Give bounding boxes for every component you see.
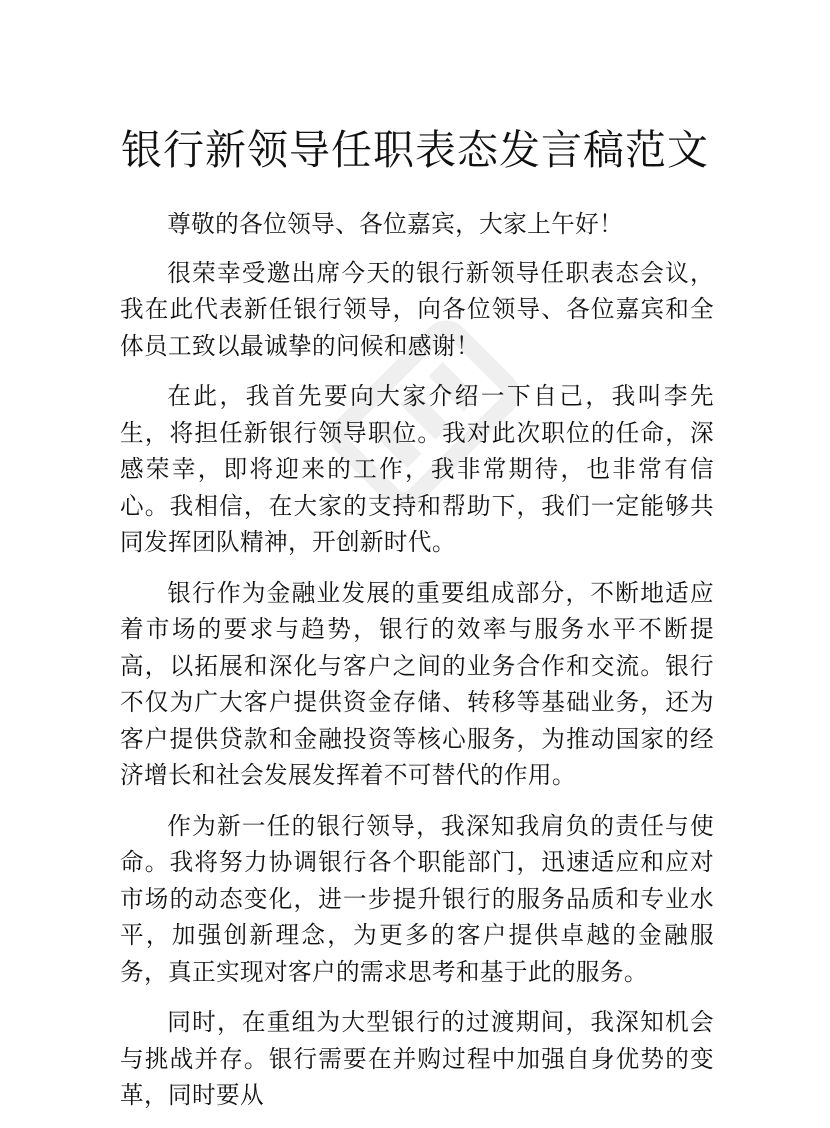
paragraph-thanks: 很荣幸受邀出席今天的银行新领导任职表态会议，我在此代表新任银行领导，向各位领导、各位嘉宾和全体员工致以最诚挚的问候和感谢！ bbox=[120, 258, 714, 360]
paragraph-greeting: 尊敬的各位领导、各位嘉宾，大家上午好！ bbox=[167, 210, 624, 238]
paragraph-responsibility: 作为新一任的银行领导，我深知我肩负的责任与使命。我将努力协调银行各个职能部门，迅速适应和应对市场的动态变化，进一步提升银行的服务品质和专业水平，加强创新理念，为更多的客户提供卓越的金融服务，真正实现对客户的需求思考和基于此的服务。 bbox=[120, 811, 714, 986]
document-body bbox=[120, 206, 714, 1128]
paragraph-introduction: 在此，我首先要向大家介绍一下自己，我叫李先生，将担任新银行领导职位。我对此次职位的任命，深感荣幸，即将迎来的工作，我非常期待，也非常有信心。我相信，在大家的支持和帮助下，我们一定能够共同发挥团队精神，开创新时代。 bbox=[120, 382, 714, 556]
paragraph-bank-role: 银行作为金融业发展的重要组成部分，不断地适应着市场的要求与趋势，银行的效率与服务水平不断提高，以拓展和深化与客户之间的业务合作和交流。银行不仅为广大客户提供资金存储、转移等基础业务，还为客户提供贷款和金融投资等核心服务，为推动国家的经济增长和社会发展发挥着不可替代的作用。 bbox=[120, 578, 714, 789]
paragraph-transition: 同时，在重组为大型银行的过渡期间，我深知机会与挑战并存。银行需要在并购过程中加强自身优势的变革，同时要从 bbox=[120, 1008, 714, 1109]
document-title: 银行新领导任职表态发言稿范文 bbox=[121, 126, 709, 174]
